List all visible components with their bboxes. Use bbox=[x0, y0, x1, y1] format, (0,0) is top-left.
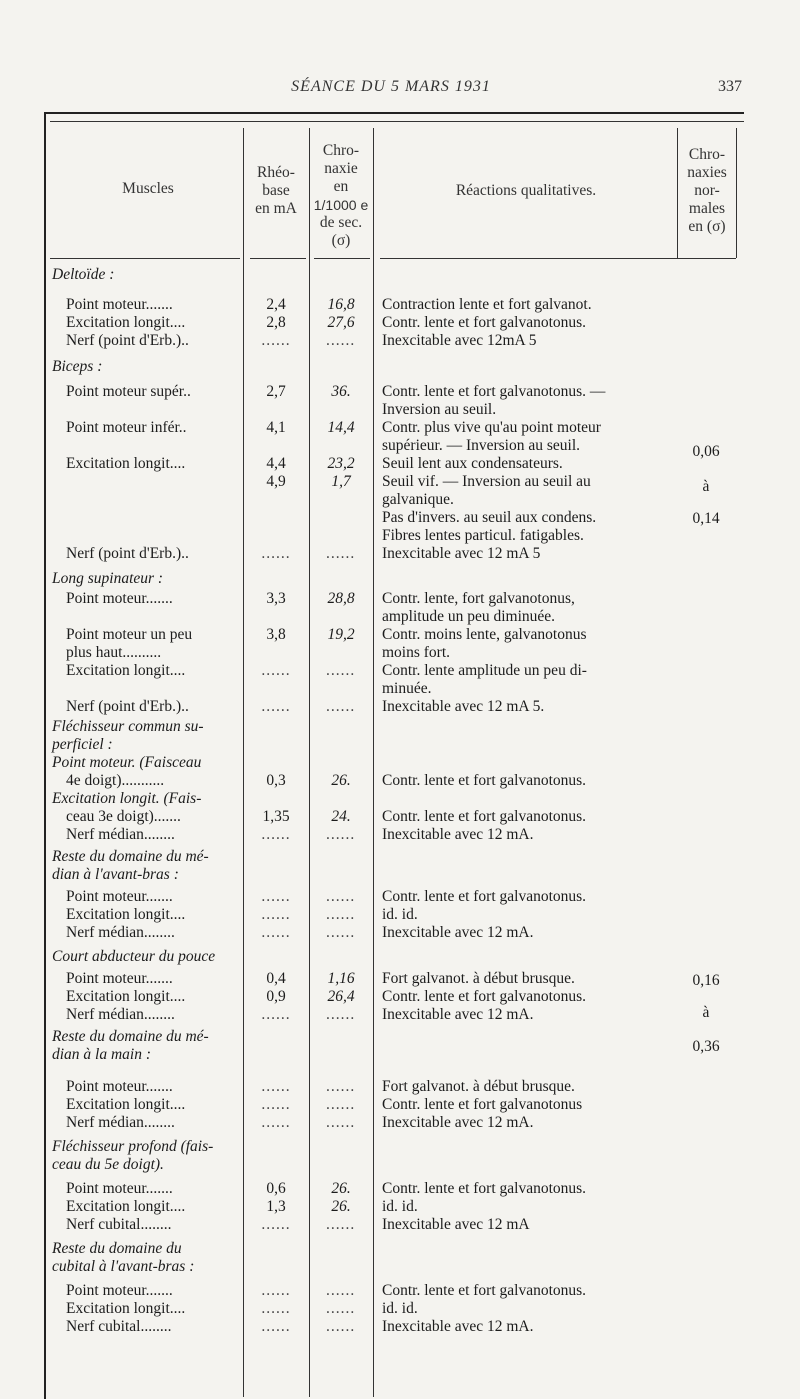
rheobase-cell: ...... bbox=[261, 1300, 291, 1317]
page-number: 337 bbox=[718, 78, 742, 95]
rheobase-cell: ...... bbox=[261, 698, 291, 715]
rheobase-cell: ...... bbox=[261, 1006, 291, 1023]
chronaxie-cell: 1,7 bbox=[331, 473, 351, 490]
rheobase-cell: ...... bbox=[261, 332, 291, 349]
rheobase-cell: ...... bbox=[261, 1114, 291, 1131]
reaction-cell: Contr. moins lente, galvanotonus bbox=[382, 626, 587, 643]
normal-value: 0,14 bbox=[692, 510, 720, 527]
rheobase-cell: 1,3 bbox=[266, 1198, 286, 1215]
muscle-cell: Point moteur....... bbox=[66, 970, 173, 987]
muscle-cell: Excitation longit.... bbox=[66, 1096, 186, 1113]
reaction-cell: amplitude un peu diminuée. bbox=[382, 608, 556, 625]
reaction-cell: Inversion au seuil. bbox=[382, 401, 497, 418]
column-header-reactions: Réactions qualitatives. bbox=[455, 182, 597, 199]
muscle-cell: Nerf cubital........ bbox=[66, 1216, 172, 1233]
muscle-cell: Point moteur....... bbox=[66, 1078, 173, 1095]
reaction-cell: Seuil vif. — Inversion au seuil au bbox=[382, 473, 591, 490]
reaction-cell: Inexcitable avec 12 mA. bbox=[382, 1114, 534, 1131]
reaction-cell: galvanique. bbox=[382, 491, 454, 508]
muscle-cell: Biceps : bbox=[52, 358, 103, 375]
rheobase-cell: ...... bbox=[261, 1318, 291, 1335]
chronaxie-cell: 26. bbox=[331, 1198, 351, 1215]
muscle-cell: ceau du 5e doigt). bbox=[52, 1156, 164, 1173]
reaction-cell: Inexcitable avec 12 mA. bbox=[382, 826, 534, 843]
reaction-cell: Inexcitable avec 12 mA. bbox=[382, 1318, 534, 1335]
reaction-cell: Contr. lente et fort galvanotonus. bbox=[382, 772, 587, 789]
reaction-cell: Contr. lente amplitude un peu di- bbox=[382, 662, 587, 679]
column-divider bbox=[736, 128, 737, 258]
muscle-cell: cubital à l'avant-bras : bbox=[52, 1258, 195, 1275]
rheobase-cell: 2,4 bbox=[266, 296, 286, 313]
chronaxie-cell: ...... bbox=[326, 1318, 356, 1335]
reaction-cell: moins fort. bbox=[382, 644, 451, 661]
normal-value: 0,06 bbox=[692, 443, 720, 460]
muscle-cell: Excitation longit. (Fais- bbox=[52, 790, 202, 807]
muscle-cell: Point moteur infér.. bbox=[66, 419, 187, 436]
reaction-cell: Contr. lente et fort galvanotonus. bbox=[382, 808, 587, 825]
muscle-cell: ceau 3e doigt)....... bbox=[66, 808, 181, 825]
muscle-cell: Nerf (point d'Erb.).. bbox=[66, 332, 189, 349]
reaction-cell: Contr. lente et fort galvanotonus. — bbox=[382, 383, 606, 400]
rheobase-cell: ...... bbox=[261, 888, 291, 905]
muscle-cell: Nerf médian........ bbox=[66, 1006, 175, 1023]
rheobase-cell: ...... bbox=[261, 924, 291, 941]
rheobase-cell: 3,8 bbox=[266, 626, 286, 643]
chronaxie-cell: 23,2 bbox=[327, 455, 355, 472]
reaction-cell: Contr. plus vive qu'au point moteur bbox=[382, 419, 601, 436]
muscle-cell: Nerf médian........ bbox=[66, 1114, 175, 1131]
chronaxie-cell: ...... bbox=[326, 906, 356, 923]
column-header-rheobase: Rhéo- base en mA bbox=[255, 164, 297, 217]
reaction-cell: Inexcitable avec 12 mA 5 bbox=[382, 545, 541, 562]
rheobase-cell: 2,8 bbox=[266, 314, 286, 331]
chronaxie-cell: 19,2 bbox=[327, 626, 355, 643]
chronaxie-cell: ...... bbox=[326, 332, 356, 349]
muscle-cell: Point moteur....... bbox=[66, 888, 173, 905]
reaction-cell: Fibres lentes particul. fatigables. bbox=[382, 527, 584, 544]
rheobase-cell: 0,4 bbox=[266, 970, 286, 987]
muscle-cell: Court abducteur du pouce bbox=[52, 948, 216, 965]
muscle-cell: Point moteur supér.. bbox=[66, 383, 191, 400]
rheobase-cell: ...... bbox=[261, 906, 291, 923]
chronaxie-cell: ...... bbox=[326, 1096, 356, 1113]
reaction-cell: Contr. lente, fort galvanotonus, bbox=[382, 590, 575, 607]
muscle-cell: Point moteur....... bbox=[66, 1282, 173, 1299]
running-title: SÉANCE DU 5 MARS 1931 bbox=[291, 78, 491, 95]
chronaxie-cell: ...... bbox=[326, 1078, 356, 1095]
rheobase-cell: ...... bbox=[261, 662, 291, 679]
muscle-cell: Deltoïde : bbox=[52, 266, 115, 283]
reaction-cell: Inexcitable avec 12 mA 5. bbox=[382, 698, 545, 715]
muscle-cell: Point moteur....... bbox=[66, 590, 173, 607]
rheobase-cell: 4,1 bbox=[266, 419, 286, 436]
header-rule bbox=[314, 258, 370, 259]
column-header-chronaxie: Chro- naxie en 1/1000 e de sec. (σ) bbox=[313, 142, 369, 249]
chronaxie-cell: 14,4 bbox=[327, 419, 355, 436]
chronaxie-cell: ...... bbox=[326, 1006, 356, 1023]
chronaxie-cell: 1,16 bbox=[327, 970, 355, 987]
reaction-cell: id. id. bbox=[382, 906, 418, 923]
column-divider bbox=[373, 128, 374, 1397]
reaction-cell: id. id. bbox=[382, 1198, 418, 1215]
chronaxie-cell: ...... bbox=[326, 1282, 356, 1299]
rheobase-cell: 4,9 bbox=[266, 473, 286, 490]
chronaxie-cell: ...... bbox=[326, 924, 356, 941]
chronaxie-cell: ...... bbox=[326, 1216, 356, 1233]
rheobase-cell: 0,3 bbox=[266, 772, 286, 789]
rheobase-cell: ...... bbox=[261, 826, 291, 843]
chronaxie-cell: ...... bbox=[326, 888, 356, 905]
muscle-cell: Point moteur....... bbox=[66, 296, 173, 313]
rheobase-cell: 3,3 bbox=[266, 590, 286, 607]
rheobase-cell: ...... bbox=[261, 1078, 291, 1095]
reaction-cell: Contr. lente et fort galvanotonus. bbox=[382, 1180, 587, 1197]
chronaxie-cell: ...... bbox=[326, 1300, 356, 1317]
chronaxie-cell: 16,8 bbox=[327, 296, 355, 313]
chronaxie-cell: 26,4 bbox=[327, 988, 355, 1005]
reaction-cell: Contr. lente et fort galvanotonus. bbox=[382, 1282, 587, 1299]
muscle-cell: Excitation longit.... bbox=[66, 1198, 186, 1215]
normal-value: 0,16 bbox=[692, 972, 720, 989]
muscle-cell: Nerf médian........ bbox=[66, 826, 175, 843]
reaction-cell: supérieur. — Inversion au seuil. bbox=[382, 437, 581, 454]
rheobase-cell: 0,6 bbox=[266, 1180, 286, 1197]
rheobase-cell: ...... bbox=[261, 1096, 291, 1113]
muscle-cell: Excitation longit.... bbox=[66, 1300, 186, 1317]
reaction-cell: Contraction lente et fort galvanot. bbox=[382, 296, 592, 313]
reaction-cell: Fort galvanot. à début brusque. bbox=[382, 1078, 575, 1095]
chronaxie-cell: 36. bbox=[331, 383, 351, 400]
muscle-cell: Point moteur un peu bbox=[66, 626, 193, 643]
chronaxie-cell: 24. bbox=[331, 808, 351, 825]
reaction-cell: Contr. lente et fort galvanotonus bbox=[382, 1096, 583, 1113]
muscle-cell: Excitation longit.... bbox=[66, 662, 186, 679]
muscle-cell: Excitation longit.... bbox=[66, 906, 186, 923]
reaction-cell: Inexcitable avec 12 mA. bbox=[382, 924, 534, 941]
muscle-cell: dian à la main : bbox=[52, 1046, 152, 1063]
normal-sep: à bbox=[702, 1004, 710, 1021]
muscle-cell: Excitation longit.... bbox=[66, 314, 186, 331]
muscle-cell: Nerf (point d'Erb.).. bbox=[66, 545, 189, 562]
reaction-cell: id. id. bbox=[382, 1300, 418, 1317]
muscle-cell: Nerf médian........ bbox=[66, 924, 175, 941]
muscle-cell: Long supinateur : bbox=[52, 570, 164, 587]
muscle-cell: Reste du domaine du bbox=[52, 1240, 182, 1257]
muscle-cell: Nerf (point d'Erb.).. bbox=[66, 698, 189, 715]
muscle-cell: Nerf cubital........ bbox=[66, 1318, 172, 1335]
muscle-cell: plus haut.......... bbox=[66, 644, 162, 661]
reaction-cell: Fort galvanot. à début brusque. bbox=[382, 970, 575, 987]
rheobase-cell: 0,9 bbox=[266, 988, 286, 1005]
rheobase-cell: 2,7 bbox=[266, 383, 286, 400]
reaction-cell: Inexcitable avec 12 mA bbox=[382, 1216, 530, 1233]
muscle-cell: Fléchisseur commun su- bbox=[52, 718, 204, 735]
column-header-muscles: Muscles bbox=[122, 180, 174, 197]
rheobase-cell: ...... bbox=[261, 545, 291, 562]
rheobase-cell: 1,35 bbox=[262, 808, 290, 825]
header-rule bbox=[250, 258, 306, 259]
header-rule bbox=[50, 258, 240, 259]
chronaxie-cell: 26. bbox=[331, 1180, 351, 1197]
muscle-cell: Point moteur....... bbox=[66, 1180, 173, 1197]
page-header bbox=[40, 78, 742, 102]
rheobase-cell: ...... bbox=[261, 1282, 291, 1299]
muscle-cell: Point moteur. (Faisceau bbox=[52, 754, 202, 771]
normal-sep: à bbox=[702, 478, 710, 495]
chronaxie-cell: ...... bbox=[326, 826, 356, 843]
chronaxie-cell: ...... bbox=[326, 545, 356, 562]
muscle-cell: perficiel : bbox=[52, 736, 113, 753]
muscle-cell: Fléchisseur profond (fais- bbox=[52, 1138, 214, 1155]
column-header-normal-chronaxies: Chro- naxies nor- males en (σ) bbox=[687, 146, 727, 235]
rheobase-cell: 4,4 bbox=[266, 455, 286, 472]
reaction-cell: Contr. lente et fort galvanotonus. bbox=[382, 888, 587, 905]
header-rule bbox=[380, 258, 736, 259]
reaction-cell: Pas d'invers. au seuil aux condens. bbox=[382, 509, 597, 526]
muscle-cell: Excitation longit.... bbox=[66, 455, 186, 472]
reaction-cell: Seuil lent aux condensateurs. bbox=[382, 455, 563, 472]
reaction-cell: Inexcitable avec 12 mA. bbox=[382, 1006, 534, 1023]
reaction-cell: Contr. lente et fort galvanotonus. bbox=[382, 314, 587, 331]
reaction-cell: Contr. lente et fort galvanotonus. bbox=[382, 988, 587, 1005]
reaction-cell: Inexcitable avec 12mA 5 bbox=[382, 332, 537, 349]
muscle-cell: Excitation longit.... bbox=[66, 988, 186, 1005]
reaction-cell: minuée. bbox=[382, 680, 432, 697]
normal-value: 0,36 bbox=[692, 1038, 720, 1055]
chronaxie-cell: 26. bbox=[331, 772, 351, 789]
muscle-cell: Reste du domaine du mé- bbox=[52, 848, 209, 865]
chronaxie-cell: 28,8 bbox=[327, 590, 355, 607]
muscle-cell: Reste du domaine du mé- bbox=[52, 1028, 209, 1045]
chronaxie-cell: ...... bbox=[326, 662, 356, 679]
muscle-cell: dian à l'avant-bras : bbox=[52, 866, 179, 883]
muscle-cell: 4e doigt)........... bbox=[66, 772, 165, 789]
rheobase-cell: ...... bbox=[261, 1216, 291, 1233]
chronaxie-cell: ...... bbox=[326, 698, 356, 715]
chronaxie-cell: 27,6 bbox=[327, 314, 355, 331]
chronaxie-cell: ...... bbox=[326, 1114, 356, 1131]
